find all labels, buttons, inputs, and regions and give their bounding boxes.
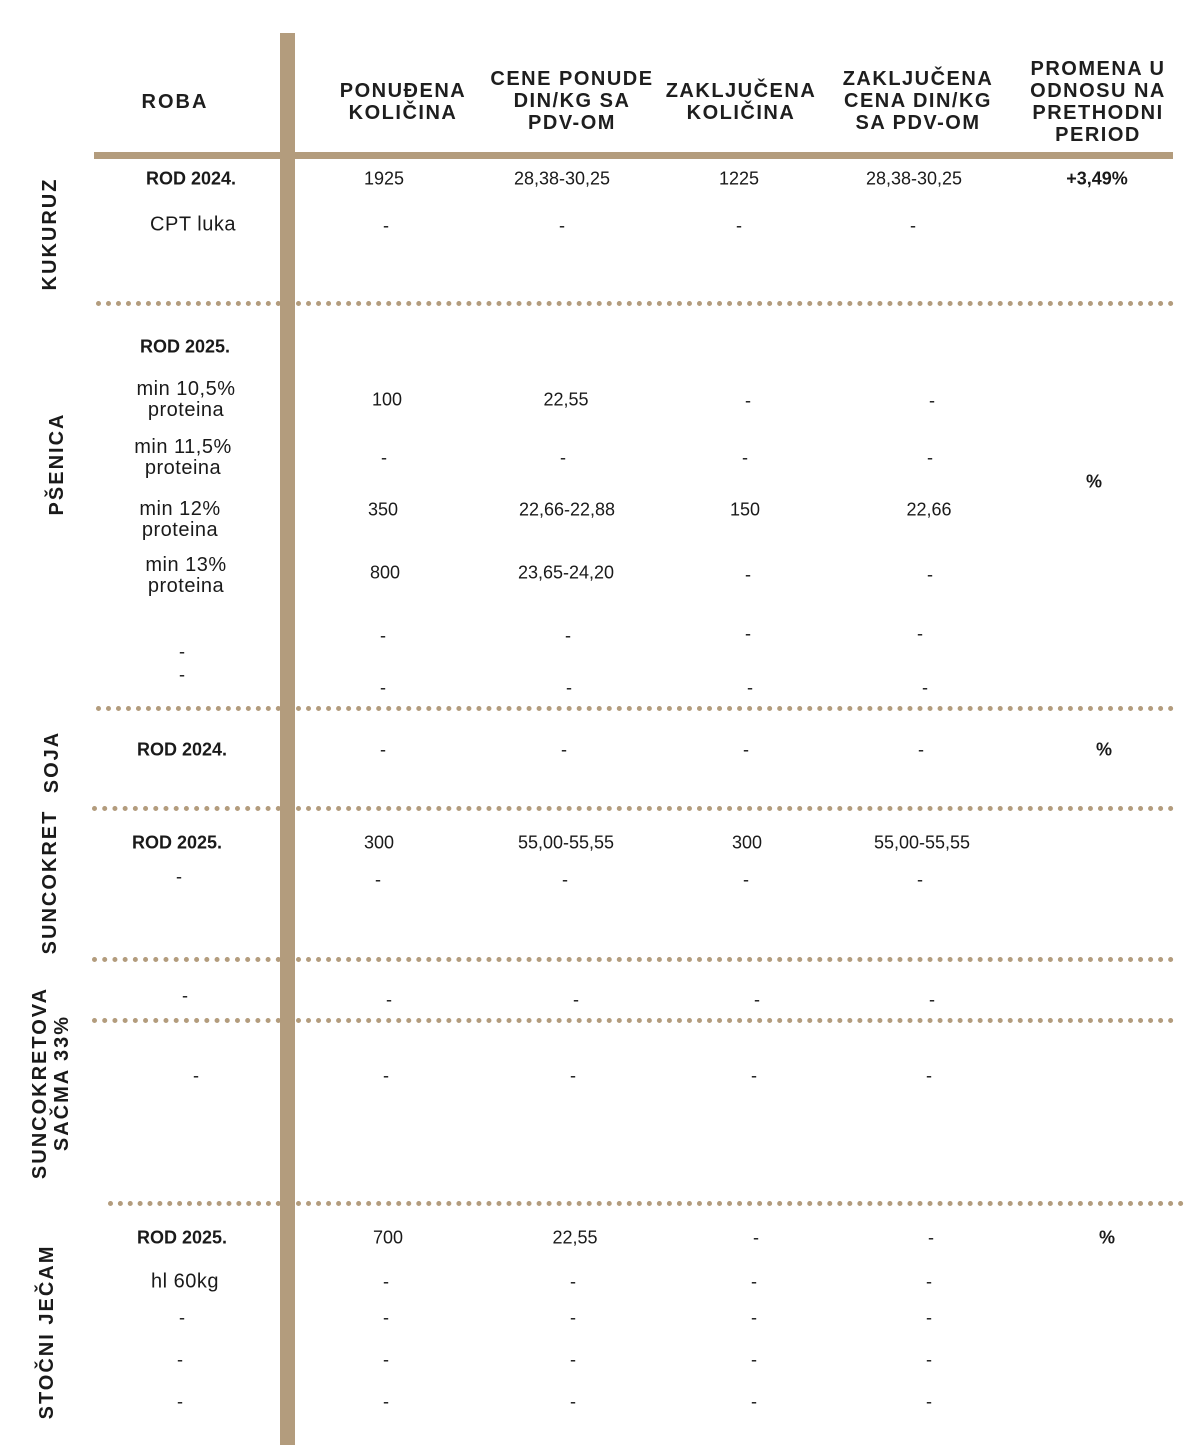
header-cene-ponude: CENE PONUDE DIN/KG SA PDV-OM	[490, 68, 654, 134]
dash: -	[179, 664, 185, 685]
dash: -	[570, 1307, 576, 1328]
soja-promena: %	[1095, 739, 1113, 760]
kukuruz-zakljucena-kolicina: 1225	[718, 168, 760, 189]
dash: -	[928, 1227, 934, 1248]
dash: -	[562, 869, 568, 890]
dash: -	[751, 1065, 757, 1086]
dash: -	[179, 1307, 185, 1328]
dash: -	[565, 625, 571, 646]
kukuruz-cpt-luka: CPT luka	[150, 213, 236, 236]
dash: -	[176, 866, 182, 887]
dash: -	[381, 447, 387, 468]
section-label-suncokret: SUNCOKRET	[39, 809, 61, 955]
dash: -	[383, 1307, 389, 1328]
psenica-r3-cene: 22,66-22,88	[518, 499, 616, 520]
section-label-stocni-jecam: STOČNI JEČAM	[36, 1244, 58, 1420]
dash: -	[383, 1391, 389, 1412]
dotted-separator	[92, 1018, 281, 1023]
section-label-suncokretova-sacma: SUNCOKRETOVA SAČMA 33%	[29, 986, 73, 1180]
jecam-rod: ROD 2025.	[136, 1227, 228, 1248]
psenica-r1-cene: 22,55	[543, 389, 589, 410]
suncokret-rod: ROD 2025.	[131, 832, 223, 853]
dash: -	[570, 1349, 576, 1370]
kukuruz-zakljucena-cena: 28,38-30,25	[865, 168, 963, 189]
soja-rod: ROD 2024.	[136, 739, 228, 760]
dash: -	[745, 623, 751, 644]
dash: -	[570, 1065, 576, 1086]
kukuruz-ponudjena: 1925	[363, 168, 405, 189]
dash: -	[179, 641, 185, 662]
header-promena: PROMENA U ODNOSU NA PRETHODNI PERIOD	[1030, 58, 1166, 146]
dash: -	[926, 1391, 932, 1412]
dash: -	[380, 739, 386, 760]
dash: -	[386, 989, 392, 1010]
dotted-separator	[296, 706, 1174, 711]
section-label-soja: SOJA	[41, 730, 63, 794]
psenica-rod: ROD 2025.	[139, 336, 231, 357]
psenica-row-label: min 11,5% proteina	[134, 436, 232, 479]
header-zakljucena-kolicina: ZAKLJUČENA KOLIČINA	[665, 80, 817, 124]
dash: -	[177, 1349, 183, 1370]
dash: -	[751, 1349, 757, 1370]
kukuruz-cene: 28,38-30,25	[513, 168, 611, 189]
dash: -	[743, 739, 749, 760]
psenica-promena: %	[1085, 471, 1103, 492]
dash: -	[177, 1391, 183, 1412]
dash: -	[742, 447, 748, 468]
dash: -	[383, 1349, 389, 1370]
header-roba: ROBA	[141, 91, 209, 113]
jecam-hl-60kg: hl 60kg	[151, 1270, 219, 1293]
dash: -	[751, 1271, 757, 1292]
header-divider	[94, 152, 1173, 159]
dotted-separator	[92, 806, 281, 811]
vertical-divider	[280, 33, 295, 1445]
kukuruz-promena: +3,49%	[1066, 168, 1128, 189]
dotted-separator	[296, 957, 1174, 962]
psenica-row-label: min 12% proteina	[139, 498, 221, 541]
dash: -	[383, 215, 389, 236]
psenica-r4-cene: 23,65-24,20	[517, 562, 615, 583]
dotted-separator	[296, 301, 1174, 306]
dash: -	[929, 390, 935, 411]
dash: -	[383, 1065, 389, 1086]
dash: -	[917, 869, 923, 890]
dotted-separator	[96, 301, 281, 306]
dash: -	[743, 869, 749, 890]
dash: -	[754, 989, 760, 1010]
psenica-row-label: min 13% proteina	[145, 554, 227, 597]
dash: -	[193, 1065, 199, 1086]
dash: -	[182, 985, 188, 1006]
suncokret-ponudjena: 300	[363, 832, 395, 853]
dotted-separator	[296, 1018, 1174, 1023]
jecam-ponudjena: 700	[372, 1227, 404, 1248]
psenica-r4-ponudjena: 800	[369, 562, 401, 583]
dash: -	[926, 1307, 932, 1328]
dash: -	[747, 677, 753, 698]
suncokret-cene: 55,00-55,55	[517, 832, 615, 853]
header-zakljucena-cena: ZAKLJUČENA CENA DIN/KG SA PDV-OM	[842, 68, 994, 134]
dash: -	[929, 989, 935, 1010]
dash: -	[560, 447, 566, 468]
dash: -	[745, 390, 751, 411]
psenica-r3-ponudjena: 350	[367, 499, 399, 520]
psenica-r3-zakljucena-cena: 22,66	[906, 499, 952, 520]
dash: -	[380, 677, 386, 698]
dash: -	[927, 447, 933, 468]
dash: -	[573, 989, 579, 1010]
dash: -	[910, 215, 916, 236]
dash: -	[926, 1349, 932, 1370]
dotted-separator	[92, 957, 281, 962]
dotted-separator	[96, 706, 281, 711]
dash: -	[566, 677, 572, 698]
dotted-separator	[296, 806, 1174, 811]
dash: -	[559, 215, 565, 236]
dash: -	[926, 1271, 932, 1292]
header-ponudjena-kolicina: PONUĐENA KOLIČINA	[339, 80, 467, 124]
psenica-r3-zakljucena-kolicina: 150	[729, 499, 761, 520]
section-label-psenica: PŠENICA	[46, 412, 68, 516]
suncokret-zakljucena-kolicina: 300	[731, 832, 763, 853]
jecam-cene: 22,55	[552, 1227, 598, 1248]
psenica-row-label: min 10,5% proteina	[136, 378, 236, 421]
dash: -	[926, 1065, 932, 1086]
dash: -	[922, 677, 928, 698]
dash: -	[561, 739, 567, 760]
dash: -	[918, 739, 924, 760]
dash: -	[753, 1227, 759, 1248]
psenica-r1-ponudjena: 100	[371, 389, 403, 410]
dash: -	[375, 869, 381, 890]
dash: -	[751, 1391, 757, 1412]
dash: -	[917, 623, 923, 644]
dash: -	[383, 1271, 389, 1292]
dash: -	[380, 625, 386, 646]
dash: -	[751, 1307, 757, 1328]
dash: -	[570, 1271, 576, 1292]
dotted-separator	[296, 1201, 1184, 1206]
dash: -	[745, 564, 751, 585]
dash: -	[927, 564, 933, 585]
kukuruz-rod: ROD 2024.	[145, 168, 237, 189]
suncokret-zakljucena-cena: 55,00-55,55	[873, 832, 971, 853]
dash: -	[570, 1391, 576, 1412]
dotted-separator	[108, 1201, 281, 1206]
section-label-kukuruz: KUKURUZ	[39, 177, 61, 291]
jecam-promena: %	[1098, 1227, 1116, 1248]
dash: -	[736, 215, 742, 236]
